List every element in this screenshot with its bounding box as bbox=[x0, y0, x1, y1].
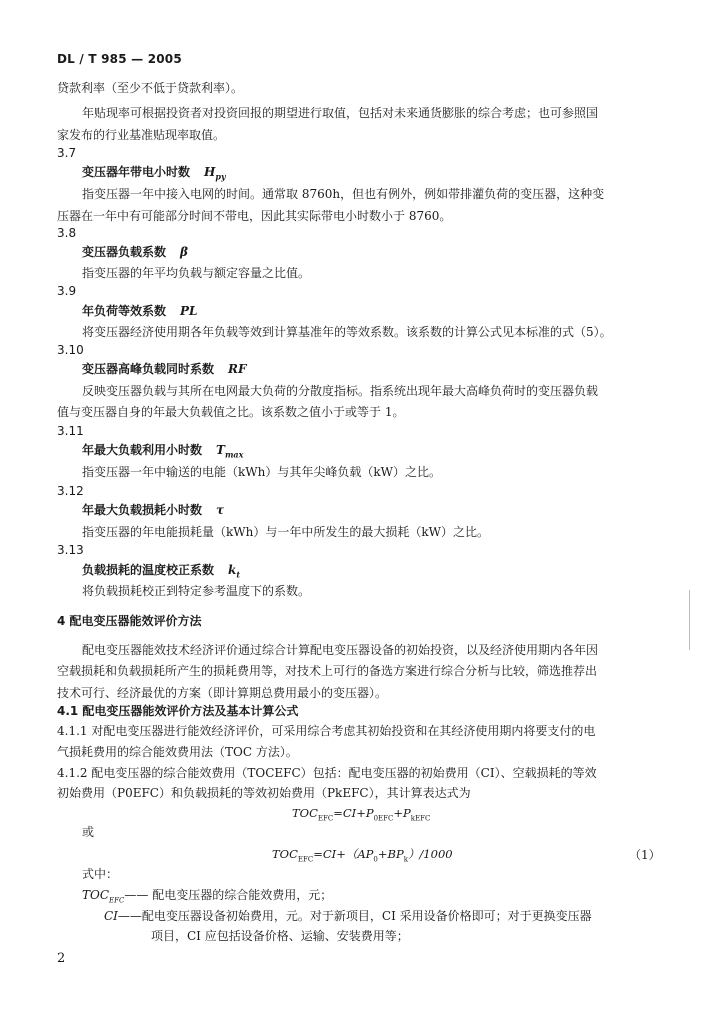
equation: $TOC_{EFC}=CI+P_{0EFC}+P_{kEFC}$ bbox=[292, 806, 431, 823]
variable-definition: 项目，CI 应包括设备价格、运输、安装费用等； bbox=[151, 929, 409, 943]
chapter-heading: 4 配电变压器能效评价方法 bbox=[57, 614, 202, 628]
definition-line: 指变压器的年电能损耗量（kWh）与一年中所发生的最大损耗（kW）之比。 bbox=[82, 525, 489, 539]
definition-line: 指变压器一年中接入电网的时间。通常取 8760h，但也有例外，例如带排灌负荷的变压器，这种变 bbox=[82, 187, 605, 201]
clause-number: 3.10 bbox=[57, 343, 84, 357]
definition-line: 值与变压器自身的年最大负载值之比。该系数之值小于或等于 1。 bbox=[57, 405, 405, 419]
clause-number: 3.12 bbox=[57, 484, 84, 498]
paragraph-line: 技术可行、经济最优的方案（即计算期总费用最小的变压器）。 bbox=[57, 686, 388, 700]
clause-number: 3.9 bbox=[57, 284, 77, 298]
variable-definition: $TOC_{EFC}——$ 配电变压器的综合能效费用，元； bbox=[82, 888, 333, 905]
variable-definition: CI——配电变压器设备初始费用，元。对于新项目，CI 采用设备价格即可；对于更换变压器 bbox=[104, 909, 592, 923]
clause-number: 3.8 bbox=[57, 226, 77, 240]
standard-code-header: DL / T 985 — 2005 bbox=[57, 52, 182, 66]
paragraph-line: 家发布的行业基准贴现率取值。 bbox=[57, 128, 226, 142]
clause-number: 3.11 bbox=[57, 424, 84, 438]
equation: $TOC_{EFC}=CI+(AP_0+BP_k)/1000$ bbox=[272, 847, 453, 864]
term-title: 年负荷等效系数 PL bbox=[82, 304, 198, 318]
term-title: 年最大负载损耗小时数 τ bbox=[82, 503, 225, 517]
clause-number: 3.7 bbox=[57, 146, 77, 160]
section-heading: 4.1 配电变压器能效评价方法及基本计算公式 bbox=[57, 704, 299, 718]
or-text: 或 bbox=[82, 825, 95, 839]
paragraph-line: 4.1.2 配电变压器的综合能效费用（TOCEFC）包括：配电变压器的初始费用（CI）、空载损耗的等效 bbox=[57, 766, 597, 780]
definition-line: 压器在一年中有可能部分时间不带电，因此其实际带电小时数小于 8760。 bbox=[57, 209, 452, 223]
paragraph-line: 空载损耗和负载损耗所产生的损耗费用等，对技术上可行的备选方案进行综合分析与比较，筛选推荐出 bbox=[57, 664, 598, 678]
definition-line: 将变压器经济使用期各年负载等效到计算基准年的等效系数。该系数的计算公式见本标准的式（5）。 bbox=[82, 325, 612, 339]
paragraph-line: 气损耗费用的综合能效费用法（TOC 方法）。 bbox=[57, 745, 298, 759]
paragraph-line: 配电变压器能效技术经济评价通过综合计算配电变压器设备的初始投资，以及经济使用期内各年因 bbox=[82, 643, 599, 657]
paragraph-line: 4.1.1 对配电变压器进行能效经济评价，可采用综合考虑其初始投资和在其经济使用期内将要支付的电 bbox=[57, 724, 596, 738]
term-title: 变压器高峰负载同时系数 RF bbox=[82, 362, 247, 376]
scan-edge-mark bbox=[689, 590, 690, 650]
definition-line: 反映变压器负载与其所在电网最大负荷的分散度指标。指系统出现年最大高峰负荷时的变压器负载 bbox=[82, 384, 599, 398]
paragraph-line: 贷款利率（至少不低于贷款利率）。 bbox=[57, 81, 244, 95]
paragraph-line: 年贴现率可根据投资者对投资回报的期望进行取值，包括对未来通货膨胀的综合考虑；也可参照国 bbox=[82, 106, 599, 120]
page-number: 2 bbox=[57, 951, 66, 966]
definition-line: 指变压器一年中输送的电能（kWh）与其年尖峰负载（kW）之比。 bbox=[82, 465, 441, 479]
paragraph-line: 初始费用（P0EFC）和负载损耗的等效初始费用（PkEFC），其计算表达式为 bbox=[57, 786, 471, 800]
term-title: 年最大负载利用小时数 $T_{max}$ bbox=[82, 443, 244, 460]
definition-line: 将负载损耗校正到特定参考温度下的系数。 bbox=[82, 584, 311, 598]
term-title: 变压器年带电小时数 $H_{py}$ bbox=[82, 165, 226, 182]
equation-number: （1） bbox=[629, 848, 661, 862]
term-title: 变压器负载系数 β bbox=[82, 245, 188, 259]
clause-number: 3.13 bbox=[57, 543, 84, 557]
definition-line: 指变压器的年平均负载与额定容量之比值。 bbox=[82, 266, 311, 280]
where-label: 式中： bbox=[82, 867, 119, 881]
term-title: 负载损耗的温度校正系数 $k_t$ bbox=[82, 563, 241, 580]
